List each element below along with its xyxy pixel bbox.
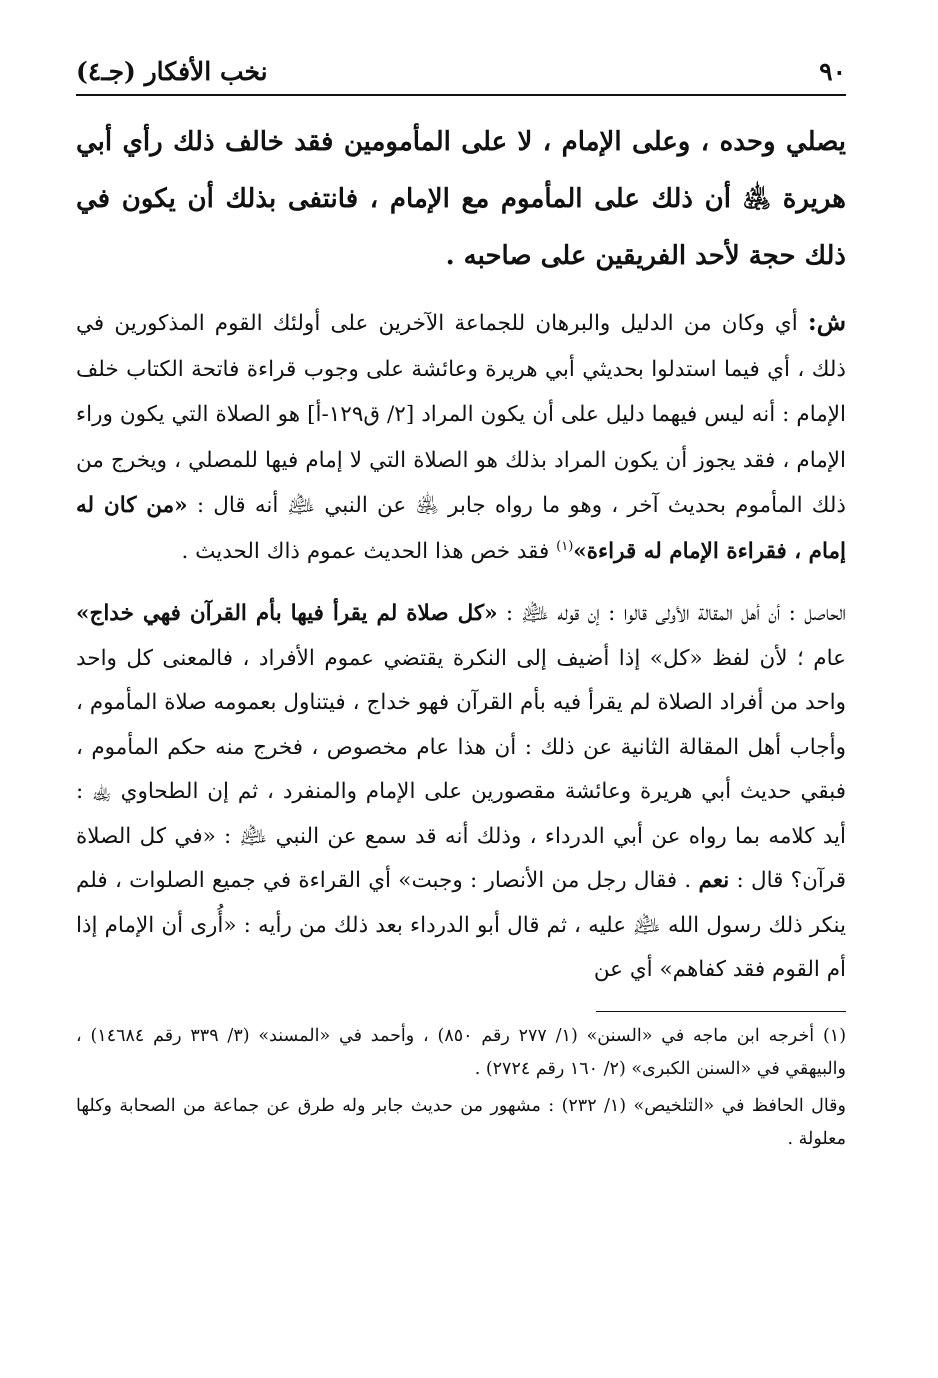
hadith-quote-umm-alquran: «كل صلاة لم يقرأ فيها بأم القرآن فهي خداج»	[76, 601, 498, 626]
commentary-paragraph	[76, 299, 846, 574]
page-header	[76, 50, 846, 96]
summary-text-part3: . فقال رجل من الأنصار : وجبت» أي القراءة في جميع الصلوات ، فلم ينكر ذلك رسول الله ﵇ عليه ، ثم قال أبو الدرداء بعد ذلك من رأيه : «أُرى أن الإمام إذا أم القوم فقد كفاهم» أي عن	[76, 868, 846, 982]
commentary-marker: ش:	[807, 307, 846, 336]
commentary-text-part2: فقد خص هذا الحديث عموم ذاك الحديث .	[181, 538, 550, 564]
footnote-1: (١) أخرجه ابن ماجه في «السنن» (١/ ٢٧٧ رقم ٨٥٠) ، وأحمد في «المسند» (٣/ ٣٣٩ رقم ١٤٦٨٤) ، والبيهقي في «السنن الكبرى» (٢/ ١٦٠ رقم ٢٧٢٤) .	[76, 1025, 847, 1079]
summary-text-part1: الحاصل : أن أهل المقالة الأولى قالوا : إن قوله ﵇ :	[505, 601, 846, 626]
footnote-separator	[596, 1011, 846, 1012]
summary-text-part2: عام ؛ لأن لفظ «كل» إذا أضيف إلى النكرة يقتضي عموم الأفراد ، فالمعنى كل واحد واحد من أفراد الصلاة لم يقرأ فيه بأم القرآن فهو خداج ، فيتناول بعمومه صلاة المأموم ، وأجاب أهل المقالة الثانية عن ذلك : أن هذا عام مخصوص ، فخرج منه حكم المأموم ، فبقي حديث أبي هريرة وعائشة مقصورين على الإمام والمنفرد ، ثم إن الطحاوي ﵀ : أيد كلامه بما رواه عن أبي الدرداء ، وذلك أنه قد سمع عن النبي ﵇ : «في كل الصلاة قرآن؟ قال :	[76, 645, 846, 893]
summary-paragraph	[76, 592, 846, 993]
footnotes	[76, 1020, 846, 1156]
footnote-reference: (١)	[556, 538, 574, 554]
book-page	[76, 50, 846, 1156]
hadith-quote: «من كان له إمام ، فقراءة الإمام له قراءة»	[76, 493, 846, 564]
answer-word: نعم	[698, 868, 730, 893]
commentary-text-part1: أي وكان من الدليل والبرهان للجماعة الآخرين على أولئك القوم المذكورين في ذلك ، أي فيما استدلوا بحديثي أبي هريرة وعائشة على وجوب قراءة فاتحة الكتاب خلف الإمام : أنه ليس فيهما دليل على أن يكون المراد [٢/ ق١٢٩-أ] هو الصلاة التي يكون وراء الإمام ، فقد يجوز أن يكون المراد بذلك هو الصلاة التي لا إمام فيها للمصلي ، ويخرج من ذلك المأموم بحديث آخر ، وهو ما رواه جابر ﵁ عن النبي ﵇ أنه قال :	[76, 311, 846, 518]
footnote-note: وقال الحافظ في «التلخيص» (١/ ٢٣٢) : مشهور من حديث جابر وله طرق عن جماعة من الصحابة وكلها معلولة .	[76, 1095, 846, 1149]
running-title: نخب الأفكار (جـ٤)	[76, 57, 268, 86]
page-number: ٩٠	[819, 57, 846, 86]
main-text-paragraph: يصلي وحده ، وعلى الإمام ، لا على المأمومين فقد خالف ذلك رأي أبي هريرة ﵁ أن ذلك على المأموم مع الإمام ، فانتفى بذلك أن يكون في ذلك حجة لأحد الفريقين على صاحبه .	[76, 127, 846, 271]
